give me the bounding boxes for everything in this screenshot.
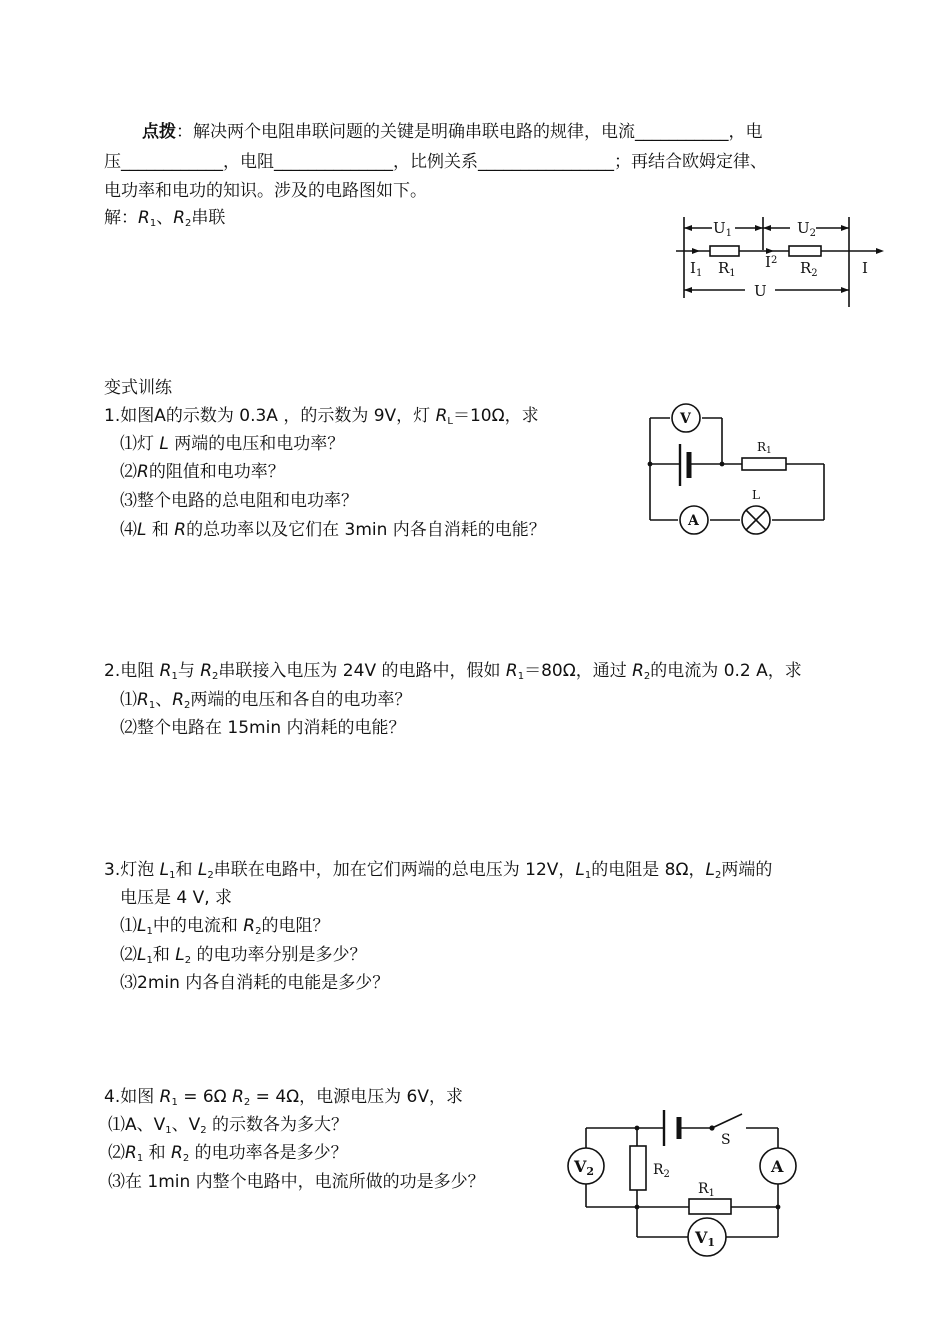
q3-part-1 — [120, 915, 329, 940]
q3-p2-c: 的电功率分别是多少？ — [191, 945, 367, 965]
q2-p1-r2: R — [172, 690, 184, 710]
q2-p1-b: 、 — [155, 690, 173, 710]
solution-prefix: 解： — [104, 208, 138, 228]
blank-voltage: ____________ — [121, 152, 223, 172]
q2-stem-d: ＝80Ω，通过 — [524, 661, 633, 681]
q4-p1-a: ⑴A、V — [108, 1115, 166, 1135]
q4-r2: R — [232, 1087, 244, 1107]
q3-p1-r2-sub: 2 — [255, 926, 262, 937]
q1-part-4 — [120, 519, 546, 541]
q2-p1-c: 两端的电压和各自的电功率？ — [190, 690, 412, 710]
solution-sep: 、 — [156, 208, 174, 228]
r1-label: R1 — [757, 440, 772, 456]
q3-p2-a: ⑵ — [120, 945, 137, 965]
q2-r2b: R — [632, 661, 644, 681]
hint-label: 点拨 — [142, 122, 176, 142]
v1-label: V1 — [695, 1228, 716, 1249]
q2-stem-b: 与 — [177, 661, 201, 681]
q4-p1-b: 、V — [171, 1115, 201, 1135]
q3-p1-c: 的电阻？ — [261, 916, 330, 936]
q2-p1-r1: R — [137, 690, 149, 710]
q2-stem-e: 的电流为 0.2 A，求 — [650, 661, 802, 681]
switch-pivot — [709, 1125, 714, 1130]
q1-p4-l: L — [137, 520, 147, 540]
q4-p2-c: 的电功率各是多少？ — [189, 1143, 348, 1163]
lamp-label: L — [752, 488, 760, 502]
q1-part-2 — [120, 461, 285, 483]
q1-p2-a: ⑵ — [120, 462, 137, 482]
q3-l2b-sub: 2 — [714, 870, 722, 881]
q1-p1-l: L — [159, 434, 169, 454]
q2-r1-sub: 1 — [171, 671, 178, 682]
voltmeter-label: V — [680, 411, 691, 427]
q2-r1: R — [159, 661, 172, 681]
q3-stem-c: 串联在电路中，加在它们两端的总电压为 12V， — [213, 860, 576, 880]
label-i2: $I^2$ — [765, 253, 778, 271]
q3-p1-l1-sub: 1 — [146, 926, 153, 937]
hint-text-2c: ，比例关系 — [393, 152, 478, 172]
hint-text-2b: ，电阻 — [223, 152, 274, 172]
blank-current: ___________ — [635, 122, 729, 142]
q4-p2-r2-sub: 2 — [182, 1153, 190, 1164]
q4-p2-r2: R — [171, 1143, 183, 1163]
resistor-r1-icon — [689, 1199, 731, 1214]
q2-stem-c: 串联接入电压为 24V 的电路中，假如 — [218, 661, 506, 681]
q2-stem — [104, 660, 802, 685]
solution-r2: R — [173, 208, 185, 228]
q3-p1-r2: R — [243, 916, 256, 936]
q3-p2-l2-sub: 2 — [184, 955, 192, 966]
switch-label: S — [721, 1132, 731, 1148]
q4-r1: R — [159, 1087, 172, 1107]
circuit-diagram-q4 — [560, 1100, 810, 1260]
q3-p1-b: 中的电流和 — [152, 916, 244, 936]
q1-p4-c: 的总功率以及它们在 3min 内各自消耗的电能？ — [186, 520, 546, 540]
ammeter-label: A — [688, 513, 699, 529]
q1-p4-r: R — [174, 520, 187, 540]
solution-r1: R — [138, 208, 150, 228]
label-u2: $U_2$ — [797, 219, 817, 239]
q3-l2-sub: 2 — [207, 870, 214, 881]
q3-stem-line-2: 电压是 4 V, 求 — [120, 888, 233, 908]
hint-line-3: 电功率和电功的知识。涉及的电路图如下。 — [104, 181, 427, 201]
q3-p2-l1-sub: 1 — [146, 955, 153, 966]
q3-stem-d: 的电阻是 8Ω， — [591, 860, 706, 880]
q4-p2-b: 和 — [143, 1143, 171, 1163]
hint-text-1: ：解决两个电阻串联问题的关键是明确串联电路的规律，电流 — [176, 122, 635, 142]
section-title: 变式训练 — [104, 378, 172, 398]
r1-label: $R_1$ — [698, 1181, 715, 1199]
q4-stem-c: = 4Ω，电源电压为 6V，求 — [250, 1087, 463, 1107]
q3-l1b: L — [575, 860, 585, 880]
q2-r2: R — [200, 661, 213, 681]
q3-p2-l1: L — [137, 945, 147, 965]
q4-stem-b: = 6Ω — [177, 1087, 233, 1107]
q4-stem-a: 4.如图 — [104, 1087, 160, 1107]
q3-stem — [104, 859, 772, 884]
q2-r1b-sub: 1 — [517, 671, 525, 682]
q1-part-1 — [120, 433, 344, 455]
solution-line — [104, 207, 225, 232]
q2-r2-sub: 2 — [212, 671, 219, 682]
series-circuit-diagram — [668, 210, 900, 312]
q3-stem-b: 和 — [175, 860, 198, 880]
q3-l2: L — [197, 860, 208, 880]
q4-r2-sub: 2 — [243, 1097, 251, 1108]
ammeter-label: A — [771, 1157, 784, 1176]
resistor-r2-icon — [630, 1146, 646, 1190]
v2-label: V2 — [574, 1157, 595, 1178]
q3-stem-a: 3.灯泡 — [104, 860, 160, 880]
q2-r1b: R — [505, 661, 518, 681]
blank-ratio: ________________ — [478, 152, 614, 172]
q2-p1-r1-sub: 1 — [148, 700, 156, 711]
q1-stem — [104, 405, 539, 430]
q1-p1-a: ⑴灯 — [120, 434, 160, 454]
q1-p4-b: 和 — [146, 520, 175, 540]
q1-p2-b: 的阻值和电功率？ — [148, 462, 285, 482]
q4-r1-sub: 1 — [171, 1097, 178, 1108]
q1-stem-b: ＝10Ω，求 — [452, 406, 539, 426]
q4-p1-v1-sub: 1 — [165, 1125, 172, 1136]
solution-suffix: 串联 — [191, 208, 226, 228]
q4-p1-c: 的示数各为多大？ — [206, 1115, 349, 1135]
q4-p2-r1-sub: 1 — [136, 1153, 144, 1164]
q3-part-3: ⑶2min 内各自消耗的电能是多少？ — [120, 973, 390, 993]
solution-r2-sub: 2 — [185, 218, 192, 229]
label-i: I — [862, 259, 868, 277]
q4-part-3: ⑶在 1min 内整个电路中，电流所做的功是多少？ — [108, 1172, 485, 1192]
q4-part-2 — [108, 1142, 348, 1167]
q3-l1: L — [159, 860, 170, 880]
blank-resistance: ______________ — [274, 152, 393, 172]
q1-part-3: ⑶整个电路的总电阻和电功率？ — [120, 491, 358, 511]
q1-stem-a: 1.如图A的示数为 0.3A ，的示数为 9V，灯 — [104, 406, 436, 426]
q2-r2b-sub: 2 — [643, 671, 651, 682]
q3-stem-e: 两端的 — [721, 860, 773, 880]
q1-rl: R — [435, 406, 448, 426]
q3-l1b-sub: 1 — [584, 870, 592, 881]
q3-l2b: L — [705, 860, 715, 880]
q3-p1-l1: L — [137, 916, 147, 936]
q3-part-2 — [120, 944, 367, 969]
q3-p2-b: 和 — [152, 945, 176, 965]
q2-part-2: ⑵整个电路在 15min 内消耗的电能？ — [120, 718, 406, 738]
label-u1: $U_1$ — [713, 219, 733, 239]
q1-p2-r: R — [137, 462, 149, 482]
q4-p2-r1: R — [125, 1143, 137, 1163]
hint-line-2 — [104, 151, 767, 173]
label-u: U — [754, 282, 767, 300]
hint-text-2d: ；再结合欧姆定律、 — [614, 152, 767, 172]
q1-p4-a: ⑷ — [120, 520, 137, 540]
q3-l1-sub: 1 — [169, 870, 176, 881]
q2-p1-a: ⑴ — [120, 690, 137, 710]
hint-text-1-end: ，电 — [728, 122, 763, 142]
circuit-diagram-q1 — [640, 395, 835, 535]
q2-p1-r2-sub: 2 — [184, 700, 191, 711]
label-r1: $R_1$ — [718, 259, 736, 279]
q3-p1-a: ⑴ — [120, 916, 137, 936]
q4-p2-a: ⑵ — [108, 1143, 125, 1163]
q3-p2-l2: L — [175, 945, 185, 965]
hint-text-2a: 压 — [104, 152, 121, 172]
label-i1: $I_1$ — [690, 259, 703, 279]
q1-p1-b: 两端的电压和电功率？ — [168, 434, 345, 454]
q4-p1-v2-sub: 2 — [200, 1125, 207, 1136]
resistor-r1-icon — [742, 458, 786, 470]
label-r2: $R_2$ — [800, 259, 818, 279]
q2-stem-a: 2.电阻 — [104, 661, 160, 681]
r2-label: $R_2$ — [653, 1162, 670, 1180]
hint-line-1 — [142, 121, 763, 143]
q2-part-1 — [120, 689, 411, 714]
q4-stem — [104, 1086, 463, 1111]
q4-part-1 — [108, 1114, 348, 1139]
q1-rl-sub: L — [447, 416, 453, 427]
solution-r1-sub: 1 — [149, 218, 157, 229]
